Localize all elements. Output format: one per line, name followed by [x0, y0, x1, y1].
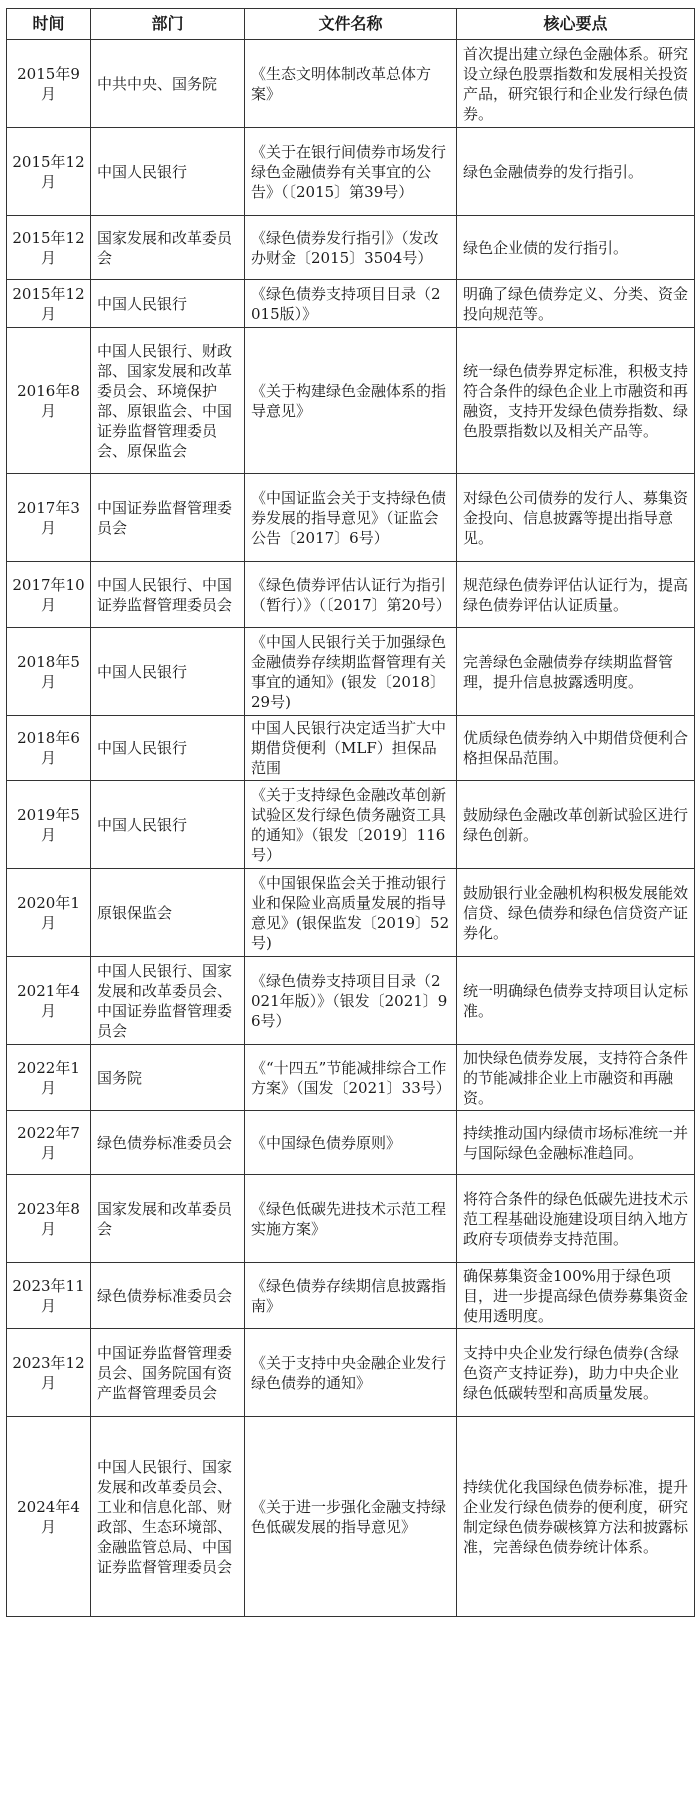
cell-department: 国务院	[91, 1045, 245, 1111]
table-row	[7, 474, 695, 562]
table-row	[7, 1263, 695, 1329]
cell-department: 绿色债券标准委员会	[91, 1111, 245, 1175]
cell-document: 《“十四五”节能减排综合工作方案》（国发〔2021〕33号）	[245, 1045, 457, 1111]
cell-time: 2015年9月	[7, 40, 91, 128]
table-row	[7, 869, 695, 957]
cell-time: 2020年1月	[7, 869, 91, 957]
cell-time: 2023年12月	[7, 1329, 91, 1417]
cell-document: 《绿色债券评估认证行为指引（暂行）》（〔2017〕第20号）	[245, 562, 457, 628]
cell-document: 《绿色债券存续期信息披露指南》	[245, 1263, 457, 1329]
cell-department: 中国人民银行	[91, 716, 245, 781]
cell-document: 《中国银保监会关于推动银行业和保险业高质量发展的指导意见》(银保监发〔2019〕52号)	[245, 869, 457, 957]
cell-key-point: 支持中央企业发行绿色债券(含绿色资产支持证券)，助力中央企业绿色低碳转型和高质量发展。	[457, 1329, 695, 1417]
cell-department: 中国人民银行	[91, 128, 245, 216]
cell-document: 《绿色债券支持项目目录（2021年版）》（银发〔2021〕96号）	[245, 957, 457, 1045]
cell-department: 中国人民银行	[91, 628, 245, 716]
cell-department: 中国人民银行、财政部、国家发展和改革委员会、环境保护部、原银监会、中国证券监督管理委员会、原保监会	[91, 328, 245, 474]
header-time: 时间	[7, 9, 91, 40]
cell-department: 中国人民银行、中国证券监督管理委员会	[91, 562, 245, 628]
table-row	[7, 1111, 695, 1175]
header-row	[7, 9, 695, 40]
header-department: 部门	[91, 9, 245, 40]
cell-department: 中国人民银行	[91, 280, 245, 328]
cell-time: 2017年3月	[7, 474, 91, 562]
cell-department: 中国人民银行、国家发展和改革委员会、工业和信息化部、财政部、生态环境部、金融监管总局、中国证券监督管理委员会	[91, 1417, 245, 1617]
table-row	[7, 40, 695, 128]
cell-time: 2018年5月	[7, 628, 91, 716]
table-row	[7, 628, 695, 716]
header-key-points: 核心要点	[457, 9, 695, 40]
cell-time: 2021年4月	[7, 957, 91, 1045]
table-row	[7, 128, 695, 216]
cell-document: 《关于在银行间债券市场发行绿色金融债券有关事宜的公告》（〔2015〕第39号）	[245, 128, 457, 216]
cell-document: 《关于支持绿色金融改革创新试验区发行绿色债务融资工具的通知》（银发〔2019〕116号）	[245, 781, 457, 869]
cell-document: 《中国证监会关于支持绿色债券发展的指导意见》（证监会公告〔2017〕6号）	[245, 474, 457, 562]
cell-department: 绿色债券标准委员会	[91, 1263, 245, 1329]
cell-department: 中国证券监督管理委员会、国务院国有资产监督管理委员会	[91, 1329, 245, 1417]
cell-key-point: 完善绿色金融债券存续期监督管理，提升信息披露透明度。	[457, 628, 695, 716]
cell-key-point: 将符合条件的绿色低碳先进技术示范工程基础设施建设项目纳入地方政府专项债券支持范围。	[457, 1175, 695, 1263]
cell-department: 中国证券监督管理委员会	[91, 474, 245, 562]
cell-time: 2015年12月	[7, 128, 91, 216]
cell-document: 中国人民银行决定适当扩大中期借贷便利（MLF）担保品范围	[245, 716, 457, 781]
cell-department: 中国人民银行	[91, 781, 245, 869]
table-row	[7, 716, 695, 781]
cell-time: 2016年8月	[7, 328, 91, 474]
cell-document: 《关于构建绿色金融体系的指导意见》	[245, 328, 457, 474]
cell-key-point: 持续优化我国绿色债券标准，提升企业发行绿色债券的便利度，研究制定绿色债券碳核算方法和披露标准，完善绿色债券统计体系。	[457, 1417, 695, 1617]
cell-department: 国家发展和改革委员会	[91, 1175, 245, 1263]
cell-department: 中国人民银行、国家发展和改革委员会、中国证券监督管理委员会	[91, 957, 245, 1045]
cell-key-point: 加快绿色债券发展，支持符合条件的节能减排企业上市融资和再融资。	[457, 1045, 695, 1111]
table-row	[7, 1417, 695, 1617]
cell-department: 国家发展和改革委员会	[91, 216, 245, 280]
cell-time: 2024年4月	[7, 1417, 91, 1617]
cell-document: 《关于进一步强化金融支持绿色低碳发展的指导意见》	[245, 1417, 457, 1617]
table-row	[7, 562, 695, 628]
cell-time: 2018年6月	[7, 716, 91, 781]
cell-key-point: 优质绿色债券纳入中期借贷便利合格担保品范围。	[457, 716, 695, 781]
cell-time: 2023年11月	[7, 1263, 91, 1329]
table-row	[7, 1329, 695, 1417]
cell-key-point: 鼓励绿色金融改革创新试验区进行绿色创新。	[457, 781, 695, 869]
table-row	[7, 328, 695, 474]
table-row	[7, 957, 695, 1045]
table-row	[7, 781, 695, 869]
cell-key-point: 规范绿色债券评估认证行为，提高绿色债券评估认证质量。	[457, 562, 695, 628]
cell-document: 《生态文明体制改革总体方案》	[245, 40, 457, 128]
cell-document: 《绿色债券支持项目目录（2015版）》	[245, 280, 457, 328]
cell-key-point: 绿色企业债的发行指引。	[457, 216, 695, 280]
cell-document: 《绿色低碳先进技术示范工程实施方案》	[245, 1175, 457, 1263]
cell-department: 原银保监会	[91, 869, 245, 957]
cell-document: 《中国绿色债券原则》	[245, 1111, 457, 1175]
table-row	[7, 216, 695, 280]
table-row	[7, 280, 695, 328]
cell-key-point: 确保募集资金100%用于绿色项目，进一步提高绿色债券募集资金使用透明度。	[457, 1263, 695, 1329]
cell-key-point: 鼓励银行业金融机构积极发展能效信贷、绿色债券和绿色信贷资产证券化。	[457, 869, 695, 957]
table-header	[7, 9, 695, 40]
cell-document: 《关于支持中央金融企业发行绿色债券的通知》	[245, 1329, 457, 1417]
cell-department: 中共中央、国务院	[91, 40, 245, 128]
header-document-name: 文件名称	[245, 9, 457, 40]
cell-time: 2019年5月	[7, 781, 91, 869]
cell-time: 2017年10月	[7, 562, 91, 628]
cell-key-point: 统一明确绿色债券支持项目认定标准。	[457, 957, 695, 1045]
cell-time: 2023年8月	[7, 1175, 91, 1263]
cell-key-point: 持续推动国内绿债市场标准统一并与国际绿色金融标准趋同。	[457, 1111, 695, 1175]
table-row	[7, 1045, 695, 1111]
cell-document: 《绿色债券发行指引》（发改办财金〔2015〕3504号）	[245, 216, 457, 280]
cell-key-point: 绿色金融债券的发行指引。	[457, 128, 695, 216]
table-row	[7, 1175, 695, 1263]
cell-time: 2015年12月	[7, 216, 91, 280]
table-body	[7, 40, 695, 1617]
cell-key-point: 统一绿色债券界定标准，积极支持符合条件的绿色企业上市融资和再融资，支持开发绿色债券指数、绿色股票指数以及相关产品等。	[457, 328, 695, 474]
cell-time: 2015年12月	[7, 280, 91, 328]
cell-key-point: 对绿色公司债券的发行人、募集资金投向、信息披露等提出指导意见。	[457, 474, 695, 562]
green-bond-policy-table	[6, 8, 695, 1617]
cell-key-point: 首次提出建立绿色金融体系。研究设立绿色股票指数和发展相关投资产品，研究银行和企业发行绿色债券。	[457, 40, 695, 128]
cell-time: 2022年1月	[7, 1045, 91, 1111]
cell-key-point: 明确了绿色债券定义、分类、资金投向规范等。	[457, 280, 695, 328]
cell-document: 《中国人民银行关于加强绿色金融债券存续期监督管理有关事宜的通知》(银发〔2018〕29号)	[245, 628, 457, 716]
cell-time: 2022年7月	[7, 1111, 91, 1175]
